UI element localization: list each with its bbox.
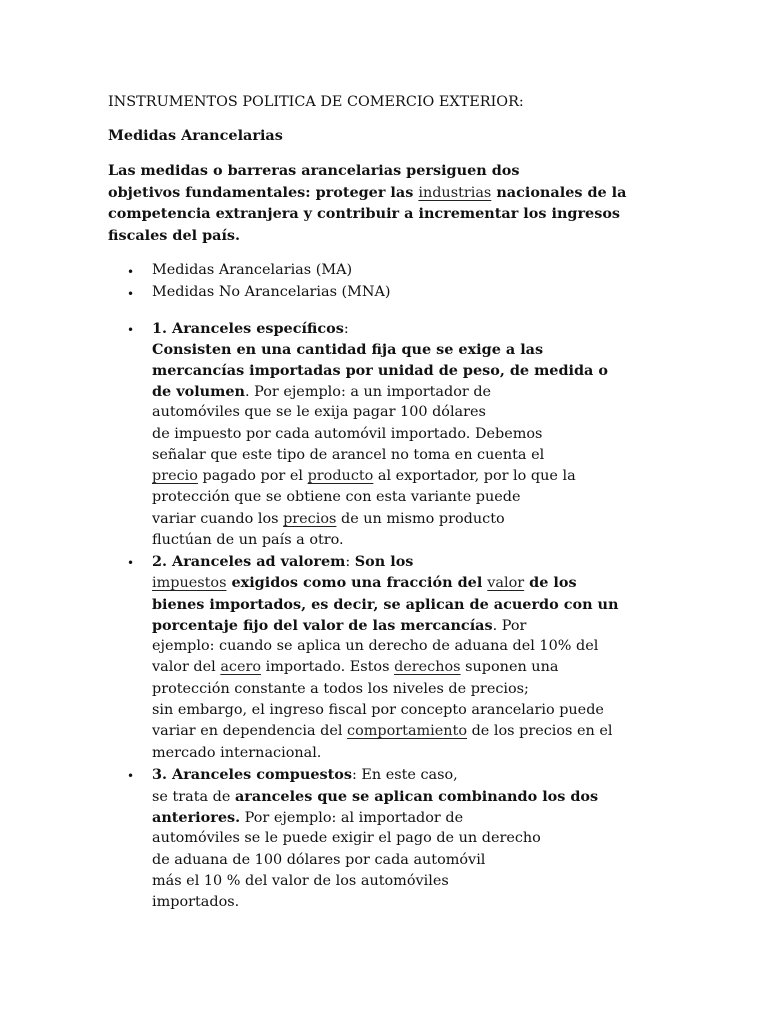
s1-heading: 1. Aranceles específicos:: [152, 320, 349, 337]
s3-line: de aduana de 100 dólares por cada automóvil: [152, 852, 486, 868]
intro-line-3: competencia extranjera y contribuir a incrementar los ingresos: [108, 205, 621, 222]
s1-line: mercancías importadas por unidad de peso, de medida o: [152, 362, 608, 379]
s3-line: automóviles se le puede exigir el pago de un derecho: [152, 830, 541, 846]
s1-line: protección que se obtiene con esta variante puede: [152, 489, 521, 505]
s3-line: se trata de aranceles que se aplican combinando los dos: [152, 788, 599, 805]
intro-line-1: Las medidas o barreras arancelarias persiguen dos: [108, 162, 520, 179]
s2-line: bienes importados, es decir, se aplican de acuerdo con un: [152, 596, 619, 613]
list-item: Medidas No Arancelarias (MNA): [152, 284, 391, 300]
s2-line: porcentaje fijo del valor de las mercancías. Por: [152, 617, 527, 634]
link-producto[interactable]: producto: [307, 468, 374, 484]
link-impuestos[interactable]: impuestos: [152, 575, 227, 591]
link-derechos[interactable]: derechos: [394, 659, 461, 675]
s2-line: valor del acero importado. Estos derechos suponen una: [152, 659, 559, 675]
s2-line: protección constante a todos los niveles de precios;: [152, 681, 529, 697]
link-valor[interactable]: valor: [487, 575, 525, 591]
bullet: •: [127, 287, 135, 301]
link-acero[interactable]: acero: [220, 659, 262, 675]
bullet: •: [127, 265, 135, 279]
s2-line: variar en dependencia del comportamiento de los precios en el: [152, 723, 613, 739]
s1-line: automóviles que se le exija pagar 100 dólares: [152, 404, 486, 420]
bullet: •: [127, 323, 135, 337]
list-item: Medidas Arancelarias (MA): [152, 262, 353, 278]
s3-line: anteriores. Por ejemplo: al importador de: [152, 809, 464, 826]
s1-line: señalar que este tipo de arancel no toma en cuenta el: [152, 447, 545, 463]
intro-line-4: fiscales del país.: [108, 227, 241, 244]
s3-line: importados.: [152, 894, 240, 910]
s2-line: ejemplo: cuando se aplica un derecho de aduana del 10% del: [152, 638, 599, 654]
s1-line: de volumen. Por ejemplo: a un importador de: [152, 383, 492, 400]
document-title: INSTRUMENTOS POLITICA DE COMERCIO EXTERIOR:: [108, 94, 524, 110]
bullet: •: [127, 556, 135, 570]
section-heading: Medidas Arancelarias: [108, 127, 283, 144]
s1-line: Consisten en una cantidad fija que se exige a las: [152, 341, 544, 358]
s1-line: precio pagado por el producto al exportador, por lo que la: [152, 468, 576, 484]
s2-line: impuestos exigidos como una fracción del valor de los: [152, 574, 577, 591]
link-precio[interactable]: precio: [152, 468, 198, 484]
s2-line: sin embargo, el ingreso fiscal por concepto arancelario puede: [152, 702, 604, 718]
link-comportamiento[interactable]: comportamiento: [347, 723, 467, 739]
s1-line: fluctúan de un país a otro.: [152, 532, 344, 548]
link-industrias[interactable]: industrias: [418, 185, 492, 201]
bullet: •: [127, 769, 135, 783]
link-precios[interactable]: precios: [283, 511, 337, 527]
intro-line-2: objetivos fundamentales: proteger las industrias nacionales de la: [108, 184, 627, 201]
s1-line: variar cuando los precios de un mismo producto: [152, 511, 505, 527]
s2-heading: 2. Aranceles ad valorem: Son los: [152, 553, 414, 570]
s3-line: más el 10 % del valor de los automóviles: [152, 873, 449, 889]
s2-line: mercado internacional.: [152, 745, 322, 761]
s1-line: de impuesto por cada automóvil importado. Debemos: [152, 426, 543, 442]
s3-heading: 3. Aranceles compuestos: En este caso,: [152, 766, 458, 783]
